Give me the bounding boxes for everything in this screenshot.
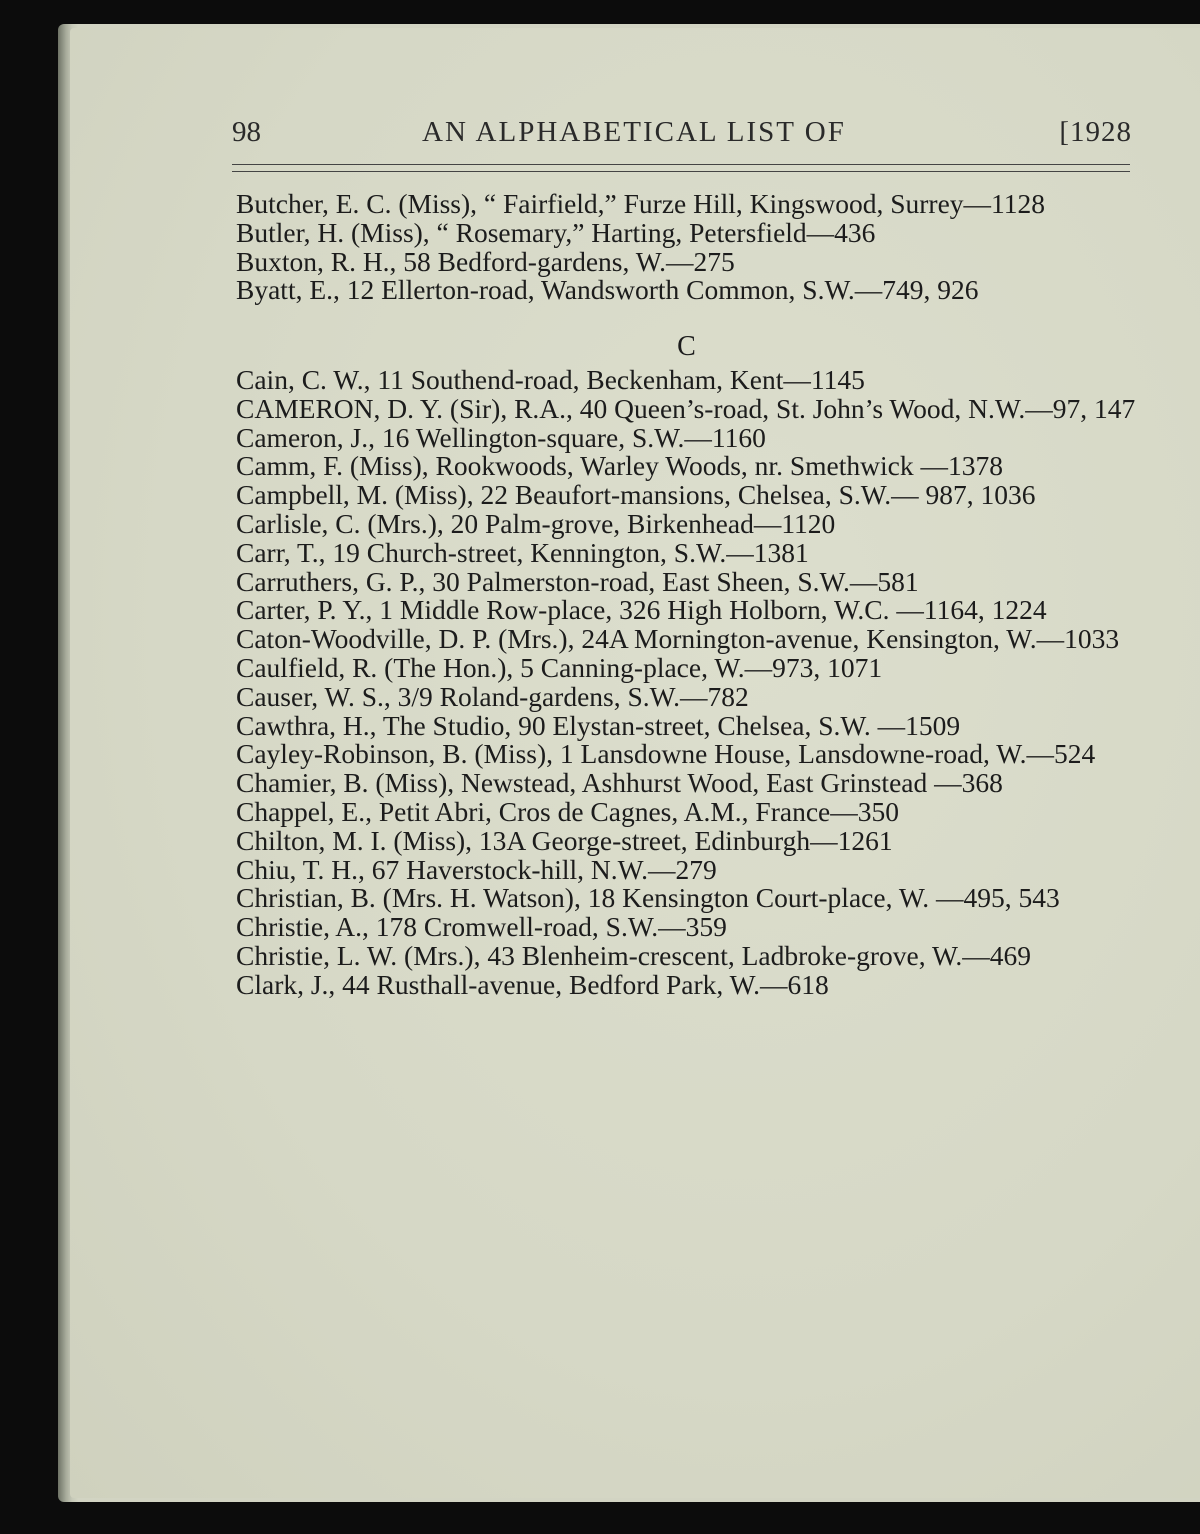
- list-entry: Chiu, T. H., 67 Haverstock-hill, N.W.—279: [236, 853, 717, 885]
- list-entry: Causer, W. S., 3/9 Roland-gardens, S.W.—782: [236, 680, 749, 712]
- list-entry: Christie, L. W. (Mrs.), 43 Blenheim-crescent, Ladbroke-grove, W.—469: [236, 939, 1032, 971]
- section-c-entries: [236, 363, 1138, 1000]
- list-entry: Camm, F. (Miss), Rookwoods, Warley Woods, nr. Smethwick —1378: [236, 450, 1003, 482]
- header-rule-top: [232, 164, 1130, 165]
- list-entry: Carruthers, G. P., 30 Palmerston-road, East Sheen, S.W.—581: [236, 565, 919, 597]
- list-entry: Caton-Woodville, D. P. (Mrs.), 24A Mornington-avenue, Kensington, W.—1033: [236, 623, 1120, 655]
- list-entry: Carr, T., 19 Church-street, Kennington, S.W.—1381: [236, 536, 809, 568]
- list-entry: Clark, J., 44 Rusthall-avenue, Bedford Park, W.—618: [236, 968, 829, 1000]
- list-entry: Cawthra, H., The Studio, 90 Elystan-street, Chelsea, S.W. —1509: [236, 709, 961, 741]
- list-entry: Chamier, B. (Miss), Newstead, Ashhurst Wood, East Grinstead —368: [236, 767, 1003, 799]
- running-year: [1928: [1059, 116, 1132, 148]
- list-entry: Caulfield, R. (The Hon.), 5 Canning-place, W.—973, 1071: [236, 651, 883, 683]
- section-heading-c: C: [677, 331, 697, 363]
- list-entry: Chilton, M. I. (Miss), 13A George-street, Edinburgh—1261: [236, 824, 893, 856]
- list-entry: Cameron, J., 16 Wellington-square, S.W.—1160: [236, 421, 766, 453]
- header-rule-bottom: [232, 171, 1130, 172]
- list-entry: Campbell, M. (Miss), 22 Beaufort-mansions, Chelsea, S.W.— 987, 1036: [236, 479, 1036, 511]
- list-entry: Cain, C. W., 11 Southend-road, Beckenham, Kent—1145: [236, 363, 865, 395]
- list-entry: Butler, H. (Miss), “ Rosemary,” Harting, Petersfield—436: [236, 216, 876, 248]
- directory-list: [236, 190, 1138, 1000]
- list-entry: Buxton, R. H., 58 Bedford-gardens, W.—275: [236, 245, 735, 277]
- list-entry: Byatt, E., 12 Ellerton-road, Wandsworth Common, S.W.—749, 926: [236, 274, 979, 306]
- list-entry: CAMERON, D. Y. (Sir), R.A., 40 Queen’s-road, St. John’s Wood, N.W.—97, 147: [236, 392, 1136, 424]
- list-entry: Cayley-Robinson, B. (Miss), 1 Lansdowne House, Lansdowne-road, W.—524: [236, 738, 1096, 770]
- list-entry: Chappel, E., Petit Abri, Cros de Cagnes, A.M., France—350: [236, 795, 899, 827]
- list-entry: Christie, A., 178 Cromwell-road, S.W.—359: [236, 911, 727, 943]
- running-title: AN ALPHABETICAL LIST OF: [422, 116, 846, 148]
- running-header: [232, 116, 1132, 156]
- page-number: 98: [232, 116, 261, 148]
- list-entry: Christian, B. (Mrs. H. Watson), 18 Kensington Court-place, W. —495, 543: [236, 882, 1060, 914]
- section-b-entries: [236, 190, 1138, 305]
- list-entry: Carlisle, C. (Mrs.), 20 Palm-grove, Birkenhead—1120: [236, 507, 836, 539]
- list-entry: Carter, P. Y., 1 Middle Row-place, 326 High Holborn, W.C. —1164, 1224: [236, 594, 1047, 626]
- list-entry: Butcher, E. C. (Miss), “ Fairfield,” Furze Hill, Kingswood, Surrey—1128: [236, 188, 1046, 219]
